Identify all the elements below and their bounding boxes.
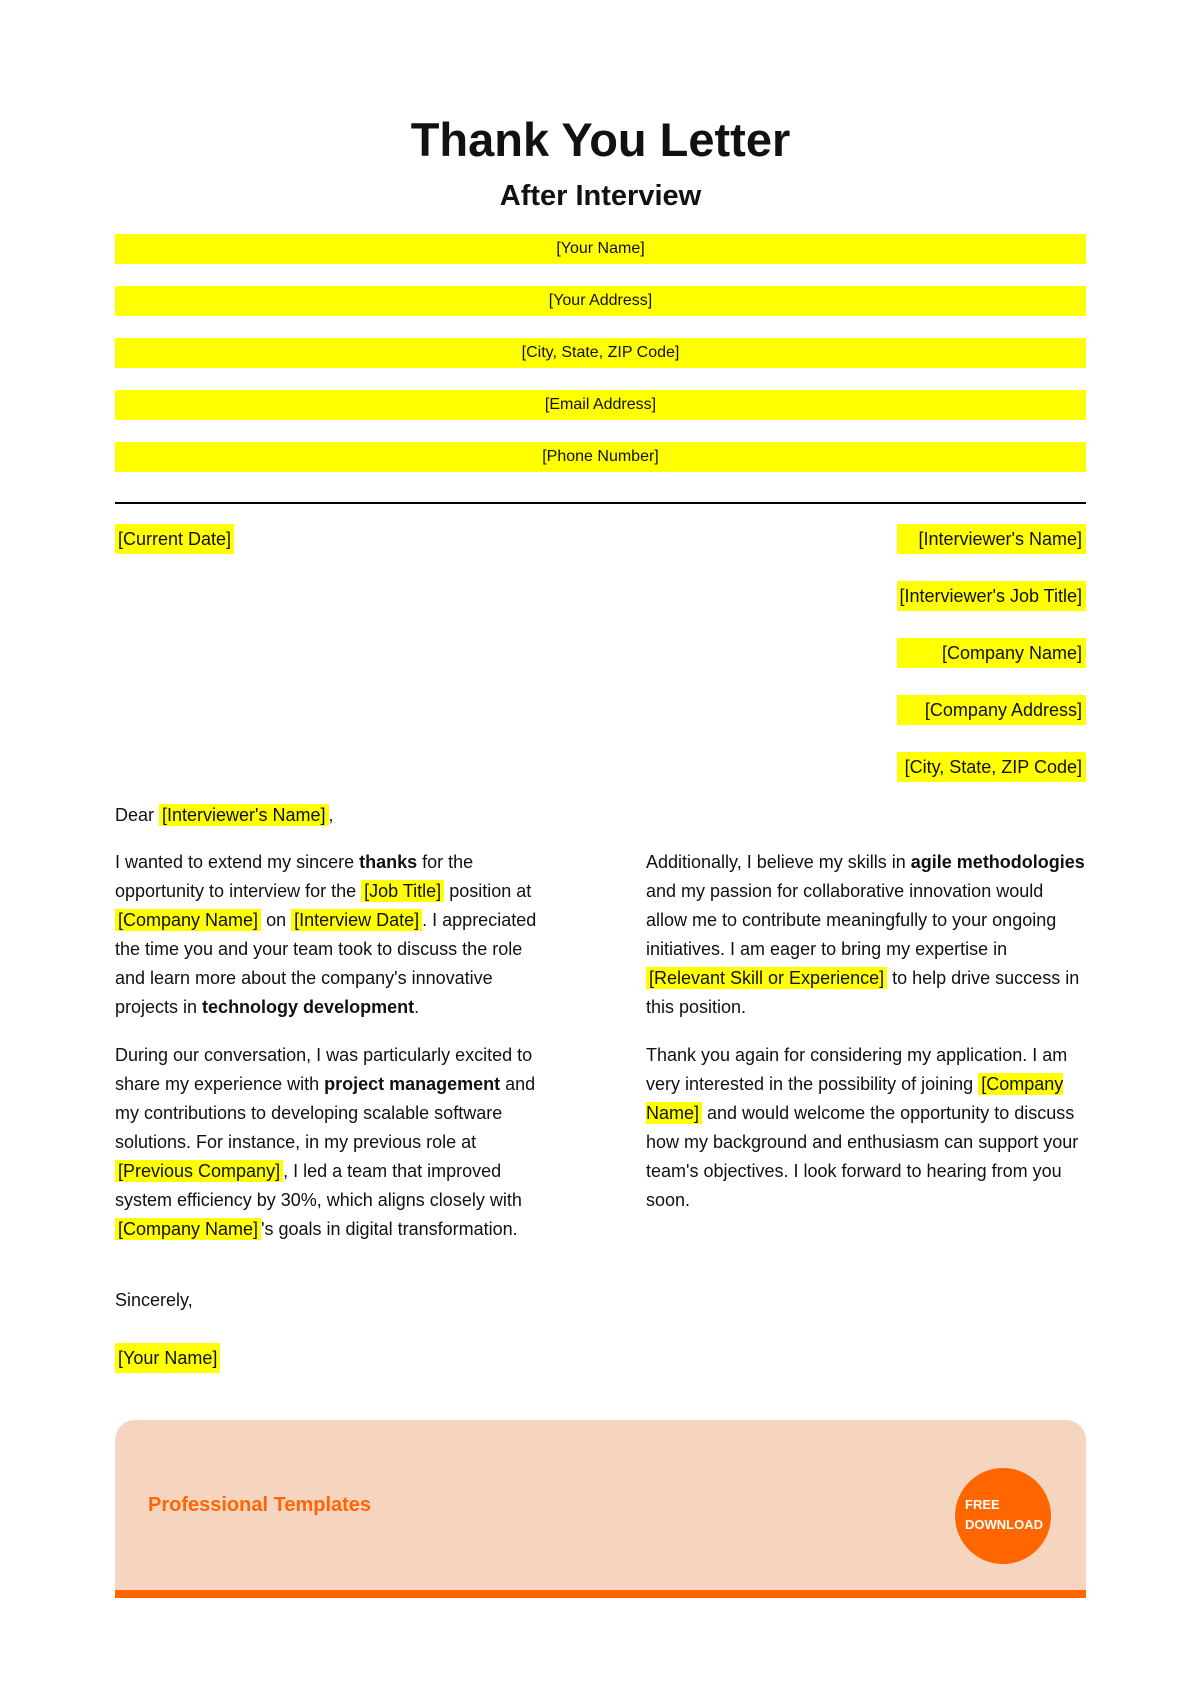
body-column-left: [115, 848, 545, 1263]
paragraph-3: [646, 848, 1086, 1022]
free-download-button[interactable]: [955, 1468, 1051, 1564]
sender-email[interactable]: [Email Address]: [115, 390, 1086, 420]
sender-city-state-zip[interactable]: [City, State, ZIP Code]: [115, 338, 1086, 368]
bold-text: thanks: [359, 852, 418, 872]
salutation-suffix: ,: [328, 805, 334, 825]
current-date[interactable]: [Current Date]: [115, 524, 234, 554]
placeholder-company-name[interactable]: [Company Name]: [646, 1074, 1064, 1123]
placeholder-job-title[interactable]: [Job Title]: [361, 880, 444, 902]
body-column-right: [646, 848, 1086, 1234]
placeholder-company-name[interactable]: [Company Name]: [115, 1218, 261, 1240]
text: .: [414, 997, 420, 1017]
recipient-name[interactable]: [Interviewer's Name]: [897, 524, 1086, 554]
text: 's goals in digital transformation.: [261, 1219, 518, 1239]
recipient-company[interactable]: [Company Name]: [897, 638, 1086, 668]
salutation: [115, 800, 334, 830]
recipient-city-state-zip[interactable]: [City, State, ZIP Code]: [897, 752, 1086, 782]
promo-footer: [115, 1420, 1086, 1590]
text: for the opportunity to interview for the: [115, 852, 474, 901]
bold-text: agile methodologies: [910, 852, 1085, 872]
page-subtitle: After Interview: [499, 180, 702, 212]
placeholder-company-name[interactable]: [Company Name]: [115, 909, 261, 931]
text: I wanted to extend my sincere: [115, 852, 360, 872]
paragraph-4: [646, 1041, 1086, 1215]
recipient-job-title[interactable]: [Interviewer's Job Title]: [897, 581, 1086, 611]
bold-text: technology development: [202, 997, 415, 1017]
recipient-company-address[interactable]: [Company Address]: [897, 695, 1086, 725]
text: position at: [444, 881, 532, 901]
text: . I appreciated the time you and your team took to discuss the role and learn more about the company's innovative projects in: [115, 910, 537, 1017]
text: During our conversation, I was particularly excited to share my experience with: [115, 1045, 533, 1094]
paragraph-1: [115, 848, 545, 1022]
divider: [115, 502, 1086, 504]
recipient-block: [897, 524, 1086, 809]
closing: Sincerely,: [115, 1290, 193, 1310]
text: on: [261, 910, 292, 930]
cta-line-2: DOWNLOAD: [965, 1517, 1043, 1532]
salutation-name[interactable]: [Interviewer's Name]: [159, 804, 329, 826]
placeholder-relevant-skill[interactable]: [Relevant Skill or Experience]: [646, 967, 887, 989]
cta-line-1: FREE: [965, 1497, 1000, 1512]
text: Additionally, I believe my skills in: [646, 852, 911, 872]
signature-name[interactable]: [Your Name]: [115, 1343, 220, 1373]
paragraph-2: [115, 1041, 545, 1244]
sender-address[interactable]: [Your Address]: [115, 286, 1086, 316]
sender-block: [115, 234, 1086, 494]
text: and my contributions to developing scalable software solutions. For instance, in my previous role at: [115, 1074, 536, 1152]
placeholder-previous-company[interactable]: [Previous Company]: [115, 1160, 283, 1182]
text: to help drive success in this position.: [646, 968, 1080, 1017]
text: , I led a team that improved system efficiency by 30%, which aligns closely with: [115, 1161, 522, 1210]
page-title: Thank You Letter: [410, 113, 791, 166]
salutation-prefix: Dear: [115, 805, 160, 825]
text: Thank you again for considering my application. I am very interested in the possibility of joining: [646, 1045, 1068, 1094]
sender-phone[interactable]: [Phone Number]: [115, 442, 1086, 472]
placeholder-interview-date[interactable]: [Interview Date]: [291, 909, 422, 931]
footer-accent-bar: [115, 1590, 1086, 1598]
sender-name[interactable]: [Your Name]: [115, 234, 1086, 264]
brand-label[interactable]: Professional Templates: [148, 1494, 372, 1516]
text: and my passion for collaborative innovation would allow me to contribute meaningfully to your ongoing initiatives. I am eager to bring my expertise in: [646, 881, 1057, 959]
text: and would welcome the opportunity to discuss how my background and enthusiasm can support your team's objectives. I look forward to hearing from you soon.: [646, 1103, 1079, 1210]
bold-text: project management: [324, 1074, 501, 1094]
